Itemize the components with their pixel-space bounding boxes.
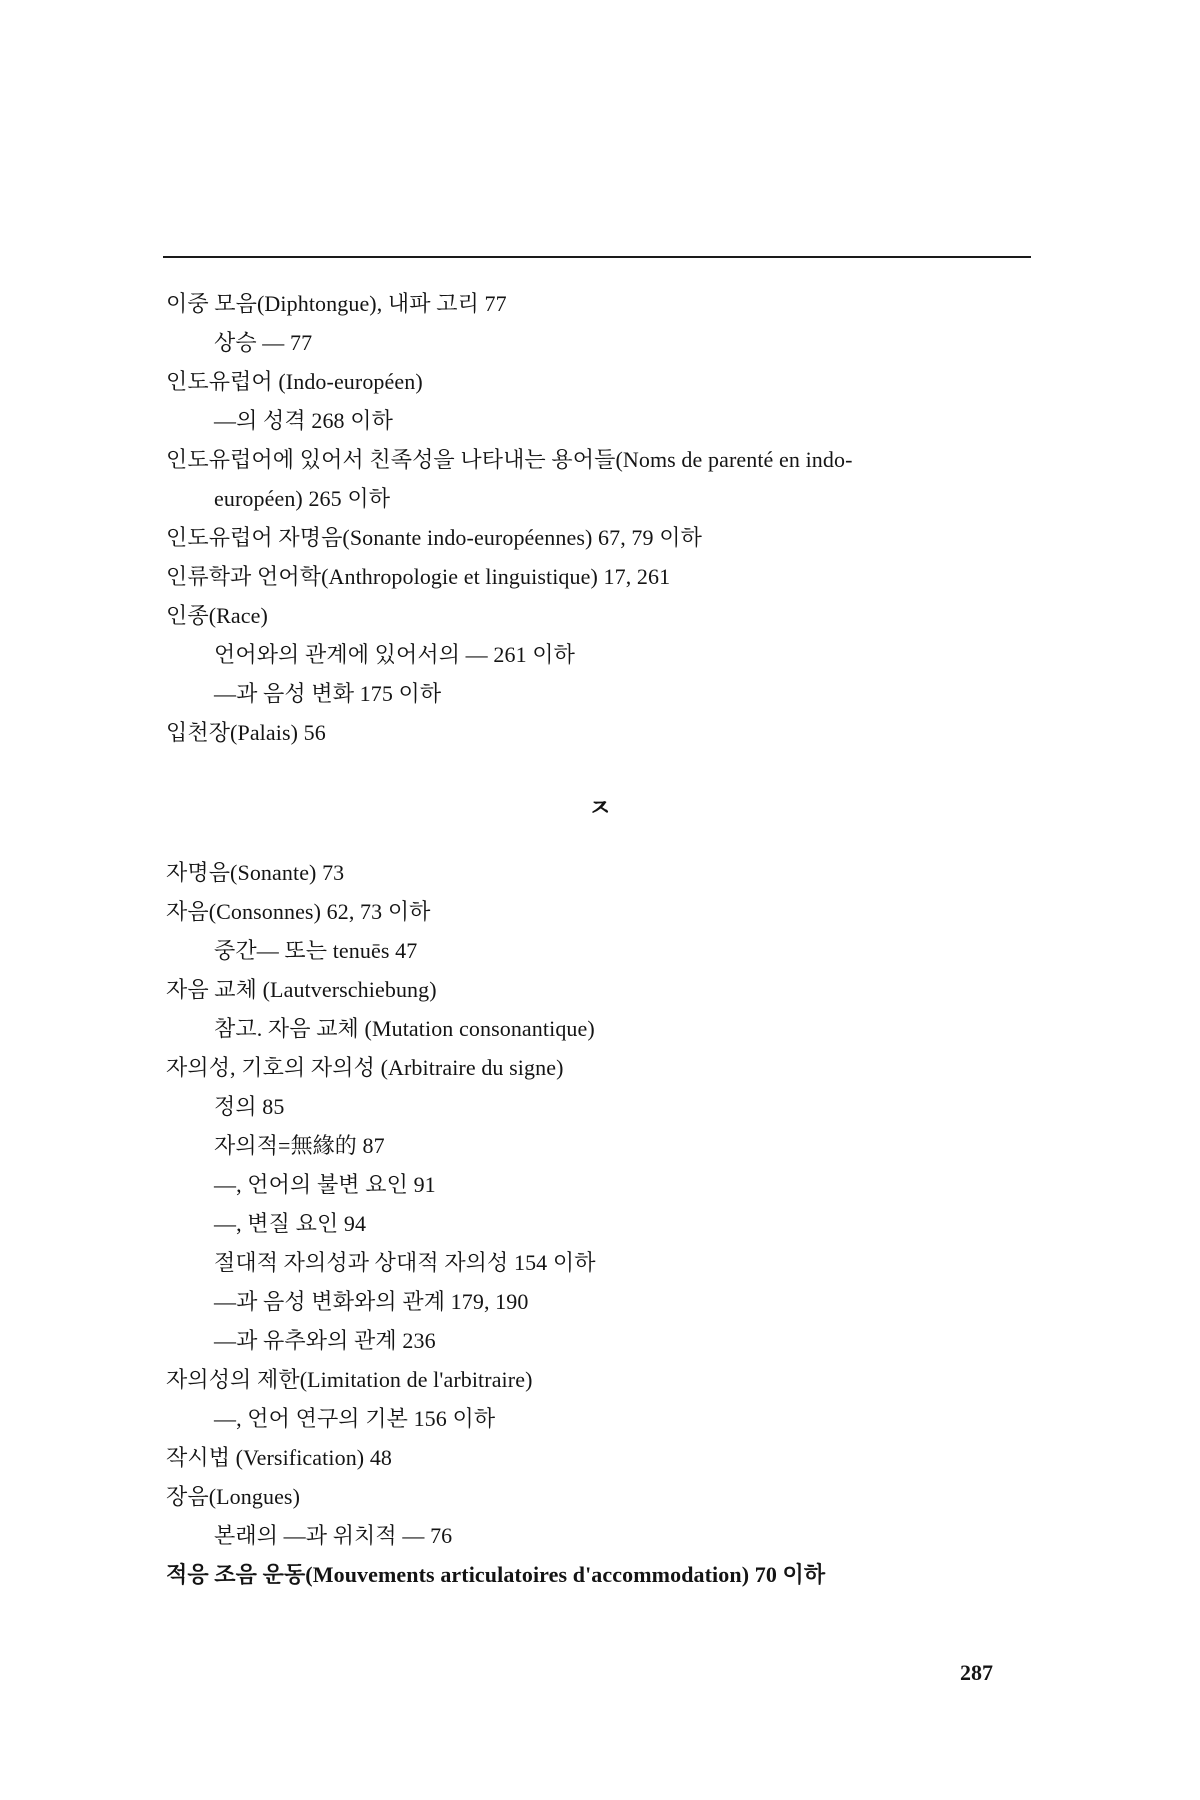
index-entry: 인류학과 언어학(Anthropologie et linguistique) 17, 261: [166, 564, 671, 589]
index-subentry: 절대적 자의성과 상대적 자의성 154 이하: [214, 1250, 596, 1275]
index-subentry: —, 언어의 불변 요인 91: [214, 1172, 436, 1197]
index-entry: 이중 모음(Diphtongue), 내파 고리 77: [166, 291, 507, 316]
index-subentry: 본래의 —과 위치적 — 76: [214, 1523, 453, 1548]
index-entry-line1: 인도유럽어에 있어서 친족성을 나타내는 용어들(Noms de parenté en indo-: [166, 447, 853, 472]
index-subentry: —, 변질 요인 94: [214, 1211, 367, 1236]
section-letter-heading: ㅈ: [588, 794, 612, 822]
index-block-b: [166, 853, 1046, 1594]
index-entry: 적응 조음 운동(Mouvements articulatoires d'accommodation) 70 이하: [166, 1562, 826, 1587]
index-entry: 작시법 (Versification) 48: [166, 1445, 393, 1470]
index-entry-continuation: européen) 265 이하: [214, 486, 391, 511]
index-entry: [166, 440, 1046, 518]
index-entry: 인도유럽어 (Indo-européen): [166, 369, 423, 394]
page-number: 287: [960, 1660, 993, 1685]
index-subentry: 참고. 자음 교체 (Mutation consonantique): [214, 1016, 595, 1041]
index-entry: 장음(Longues): [166, 1484, 301, 1509]
index-entry: 자의성, 기호의 자의성 (Arbitraire du signe): [166, 1055, 564, 1080]
index-subentry: 정의 85: [214, 1094, 285, 1119]
index-subentry: —의 성격 268 이하: [214, 408, 393, 433]
index-subentry: 자의적=無緣的 87: [214, 1133, 385, 1158]
index-block-a: [166, 284, 1046, 752]
index-entry: 자명음(Sonante) 73: [166, 860, 345, 885]
index-subentry: 중간— 또는 tenuēs 47: [214, 938, 418, 963]
index-subentry: —, 언어 연구의 기본 156 이하: [214, 1406, 496, 1431]
index-subentry: 언어와의 관계에 있어서의 — 261 이하: [214, 642, 575, 667]
index-entry: 자음(Consonnes) 62, 73 이하: [166, 899, 431, 924]
index-entry: 인종(Race): [166, 603, 268, 628]
index-subentry: —과 음성 변화와의 관계 179, 190: [214, 1289, 529, 1314]
top-rule: [163, 256, 1031, 258]
index-entry: 자의성의 제한(Limitation de l'arbitraire): [166, 1367, 533, 1392]
index-subentry: 상승 — 77: [214, 330, 313, 355]
index-subentry: —과 음성 변화 175 이하: [214, 681, 442, 706]
index-subentry: —과 유추와의 관계 236: [214, 1328, 436, 1353]
index-entry: 자음 교체 (Lautverschiebung): [166, 977, 437, 1002]
index-entry: 인도유럽어 자명음(Sonante indo-européennes) 67, 79 이하: [166, 525, 702, 550]
index-entry: 입천장(Palais) 56: [166, 720, 326, 745]
